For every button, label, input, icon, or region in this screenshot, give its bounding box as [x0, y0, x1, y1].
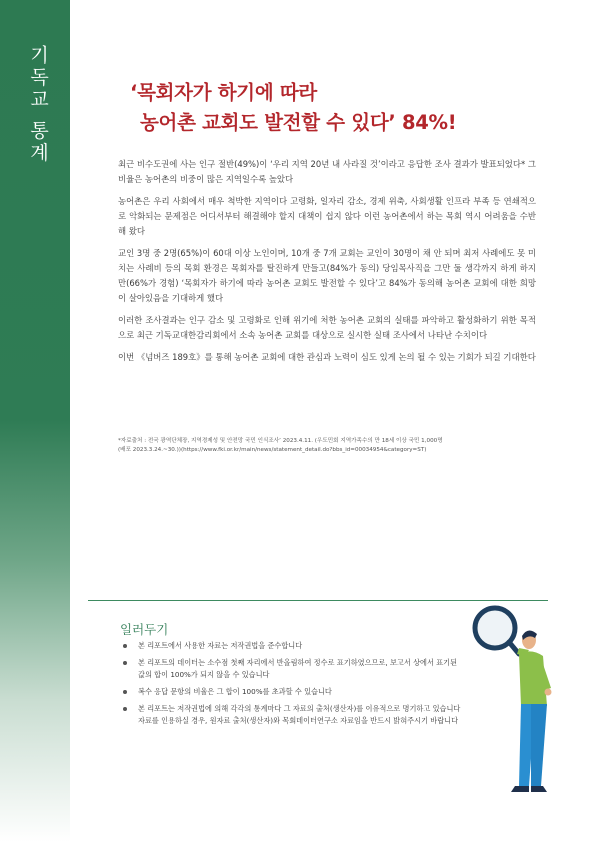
footnote-line: (배포 2023.3.24.~30.))(https://www.fki.or.kr/main/news/statement_detail.do?bbs_id=00034954&category=ST): [118, 447, 427, 453]
title-line-1: ‘목회자가 하기에 따라: [130, 81, 317, 104]
notes-title: 일러두기: [120, 622, 169, 637]
paragraph: 이러한 조사결과는 인구 감소 및 고령화로 인해 위기에 처한 농어촌 교회의 실태를 파악하고 활성화하기 위한 목적으로 최근 기독교대한감리회에서 소속 농어촌 교회를 대상으로 실시한 실태 조사에서 나타난 수치이다: [118, 315, 536, 340]
list-item: 복수 응답 문항의 비율은 그 합이 100%를 초과할 수 있습니다: [120, 686, 465, 698]
page-title: [130, 78, 560, 138]
list-item: 본 리포트는 저작권법에 의해 각각의 통계마다 그 자료의 출처(생산자)를 이유적으로 명기하고 있습니다 자료를 인용하실 경우, 원자료 출처(생산자)와 목회데이터연구소 자료임을 반드시 밝혀주시기 바랍니다: [120, 703, 465, 727]
section-tab-label: 기독교 통계: [27, 45, 49, 165]
paragraph: 최근 비수도권에 사는 인구 절반(49%)이 ‘우리 지역 20년 내 사라질 것’이라고 응답한 조사 결과가 발표되었다* 그 비율은 농어촌의 비중이 많은 지역일수록 높았다: [118, 159, 536, 184]
bullet-icon: [123, 644, 127, 648]
paragraph: 농어촌은 우리 사회에서 매우 척박한 지역이다 고령화, 일자리 감소, 경제 위축, 사회생활 인프라 부족 등 연쇄적으로 악화되는 문제점은 어디서부터 해결해야 할지 대책이 쉽지 않다 이런 농어촌에서 하는 목회 역시 어려움을 수반해 왔다: [118, 196, 536, 236]
bullet-icon: [123, 707, 127, 711]
bullet-icon: [123, 661, 127, 665]
person-with-magnifier-icon: [455, 590, 565, 830]
footnote: [118, 437, 548, 455]
list-item: 본 리포트에서 사용한 자료는 저작권법을 준수합니다: [120, 640, 465, 652]
footnote-line: *자료출처 : 전국 광역단체장, 지역경제성 및 안전망 국민 인식조사’ 2023.4.11. (우도민회 지역가족수의 만 18세 이상 국민 1,000명: [118, 438, 443, 444]
bullet-icon: [123, 690, 127, 694]
notes-list: [120, 640, 465, 732]
list-item: 본 리포트의 데이터는 소수점 첫째 자리에서 반올림하여 정수로 표기하였으므로, 보고서 상에서 표기된 값의 합이 100%가 되지 않을 수 있습니다: [120, 657, 465, 681]
title-line-2: 농어촌 교회도 발전할 수 있다’ 84%!: [140, 111, 457, 134]
paragraph: 교인 3명 중 2명(65%)이 60대 이상 노인이며, 10개 중 7개 교회는 교인이 30명이 채 안 되며 최저 사례에도 못 미치는 사례비 등의 목회 환경은 목회자를 탈진하게 만들고(84%가 동의) 당임목사직을 그만 둘 생각까지 하게 하지만(66%가 경험) ‘목회자가 하기에 따라 농어촌 교회도 발전할 수 있다’고 84%가 동의해 농어촌 교회에 대한 희망이 살아있음을 기대하게 했다: [118, 248, 536, 303]
paragraph: 이번 《넘버즈 189호》를 통해 농어촌 교회에 대한 관심과 노력이 심도 있게 논의 될 수 있는 기회가 되길 기대한다: [118, 352, 536, 362]
body-text: [118, 157, 536, 372]
